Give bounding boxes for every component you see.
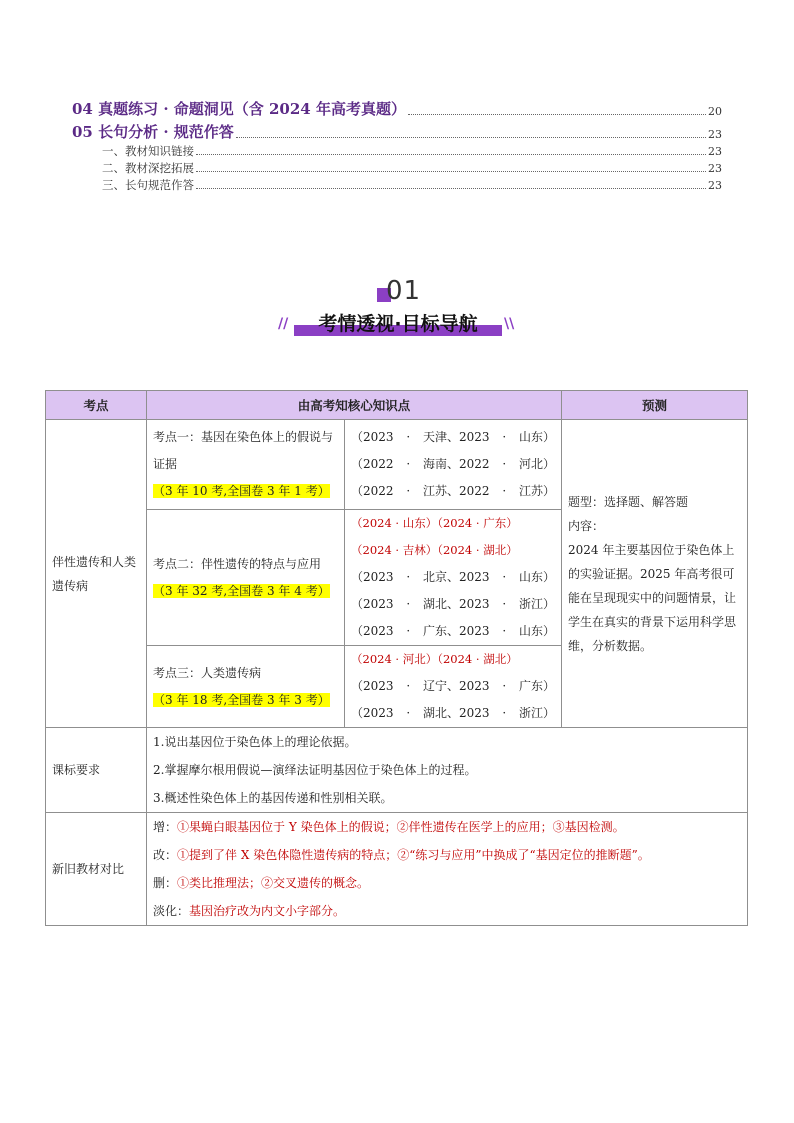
exam-years-list	[345, 420, 562, 510]
compare-key: 淡化：	[153, 904, 190, 918]
topic-label: 伴性遗传和人类遗传病	[46, 420, 147, 728]
exam-years-list	[345, 510, 562, 646]
section-title-text: 考情透视·目标导航	[318, 313, 478, 335]
compare-key: 改：	[153, 848, 178, 862]
toc-subentry[interactable]	[72, 176, 722, 193]
table-row	[46, 420, 748, 510]
standard-item: 3.概述性染色体上的基因传递和性别相关联。	[153, 791, 393, 805]
toc-subentry[interactable]	[72, 142, 722, 159]
exam-year-line: （2022 · 江苏、2022 · 江苏）	[351, 484, 556, 498]
toc-leader-dots	[408, 114, 706, 115]
knowledge-point-title: 考点一：基因在染色体上的假说与证据	[153, 430, 334, 471]
knowledge-point-title: 考点二：伴性遗传的特点与应用	[153, 556, 322, 571]
prediction-content: 2024 年主要基因位于染色体上的实验证据。2025 年高考很可能在呈现现实中的问题情景，让学生在真实的背景下运用科学思维，分析数据。	[568, 542, 737, 653]
prediction-cell	[562, 420, 748, 728]
toc-leader-dots	[236, 137, 706, 138]
exam-count-highlight: （3 年 18 考,全国卷 3 年 3 考）	[153, 692, 330, 707]
knowledge-point-1	[147, 420, 345, 510]
header-core-knowledge: 由高考知核心知识点	[147, 391, 562, 420]
toc-entry-title: 一、教材知识链接	[102, 144, 194, 158]
toc-page-number: 23	[708, 145, 722, 158]
textbook-compare-list	[147, 813, 748, 926]
toc-leader-dots	[196, 171, 706, 172]
exam-year-line: （2023 · 广东、2023 · 山东）	[351, 624, 556, 638]
section-number-text: 01	[386, 276, 422, 306]
table-of-contents	[72, 96, 722, 193]
toc-entry-title: 二、教材深挖拓展	[102, 161, 194, 175]
header-exam-point: 考点	[46, 391, 147, 420]
exam-analysis-table	[45, 390, 748, 926]
knowledge-point-2	[147, 510, 345, 646]
toc-leader-dots	[196, 154, 706, 155]
knowledge-point-title: 考点三：人类遗传病	[153, 665, 262, 680]
toc-page-number: 23	[708, 162, 722, 175]
compare-value: 基因治疗改为内文小字部分。	[189, 904, 346, 918]
compare-item	[153, 813, 741, 841]
table-header-row	[46, 391, 748, 420]
exam-year-line: （2023 · 湖北、2023 · 浙江）	[351, 597, 556, 611]
toc-page-number: 20	[708, 105, 722, 118]
compare-item	[153, 897, 741, 925]
compare-key: 增：	[153, 820, 178, 834]
compare-item	[153, 869, 741, 897]
exam-years-list	[345, 646, 562, 728]
standard-item: 2.掌握摩尔根用假说—演绎法证明基因位于染色体上的过程。	[153, 763, 477, 777]
left-slash-decoration: //	[278, 316, 289, 332]
toc-entry-title: 三、长句规范作答	[102, 178, 194, 192]
right-slash-decoration: \\	[504, 316, 515, 332]
toc-page-number: 23	[708, 179, 722, 192]
exam-year-line-2024: （2024 · 河北）（2024 · 湖北）	[351, 652, 518, 666]
header-prediction: 预测	[562, 391, 748, 420]
standards-list	[147, 728, 748, 813]
toc-entry[interactable]	[72, 119, 722, 142]
toc-entry-title: 04 真题练习 · 命题洞见（含 2024 年高考真题）	[72, 100, 406, 118]
section-number	[377, 276, 437, 306]
textbook-compare-label: 新旧教材对比	[46, 813, 147, 926]
compare-value: ①类比推理法；②交叉遗传的概念。	[177, 876, 370, 890]
prediction-type: 题型：选择题、解答题	[568, 494, 689, 509]
exam-year-line-2024: （2024 · 吉林）（2024 · 湖北）	[351, 543, 518, 557]
section-title	[278, 306, 518, 340]
compare-value: ①果蝇白眼基因位于 Y 染色体上的假说；②伴性遗传在医学上的应用；③基因检测。	[177, 820, 625, 834]
standards-label: 课标要求	[46, 728, 147, 813]
compare-value: ①提到了伴 X 染色体隐性遗传病的特点；②“练习与应用”中换成了“基因定位的推断题”。	[177, 848, 650, 862]
exam-year-line: （2022 · 海南、2022 · 河北）	[351, 457, 556, 471]
toc-entry[interactable]	[72, 96, 722, 119]
table-row	[46, 813, 748, 926]
toc-entry-title: 05 长句分析 · 规范作答	[72, 123, 234, 141]
knowledge-point-3	[147, 646, 345, 728]
exam-count-highlight: （3 年 32 考,全国卷 3 年 4 考）	[153, 583, 330, 598]
exam-year-line: （2023 · 天津、2023 · 山东）	[351, 430, 556, 444]
exam-year-line: （2023 · 北京、2023 · 山东）	[351, 570, 556, 584]
table-row	[46, 728, 748, 813]
compare-item	[153, 841, 741, 869]
standard-item: 1.说出基因位于染色体上的理论依据。	[153, 735, 357, 749]
toc-subentry[interactable]	[72, 159, 722, 176]
exam-count-highlight: （3 年 10 考,全国卷 3 年 1 考）	[153, 484, 330, 498]
prediction-content-label: 内容：	[568, 518, 605, 533]
compare-key: 删：	[153, 876, 178, 890]
toc-page-number: 23	[708, 128, 722, 141]
exam-year-line: （2023 · 辽宁、2023 · 广东）	[351, 679, 556, 693]
toc-leader-dots	[196, 188, 706, 189]
exam-year-line-2024: （2024 · 山东）（2024 · 广东）	[351, 516, 518, 530]
exam-year-line: （2023 · 湖北、2023 · 浙江）	[351, 706, 556, 720]
